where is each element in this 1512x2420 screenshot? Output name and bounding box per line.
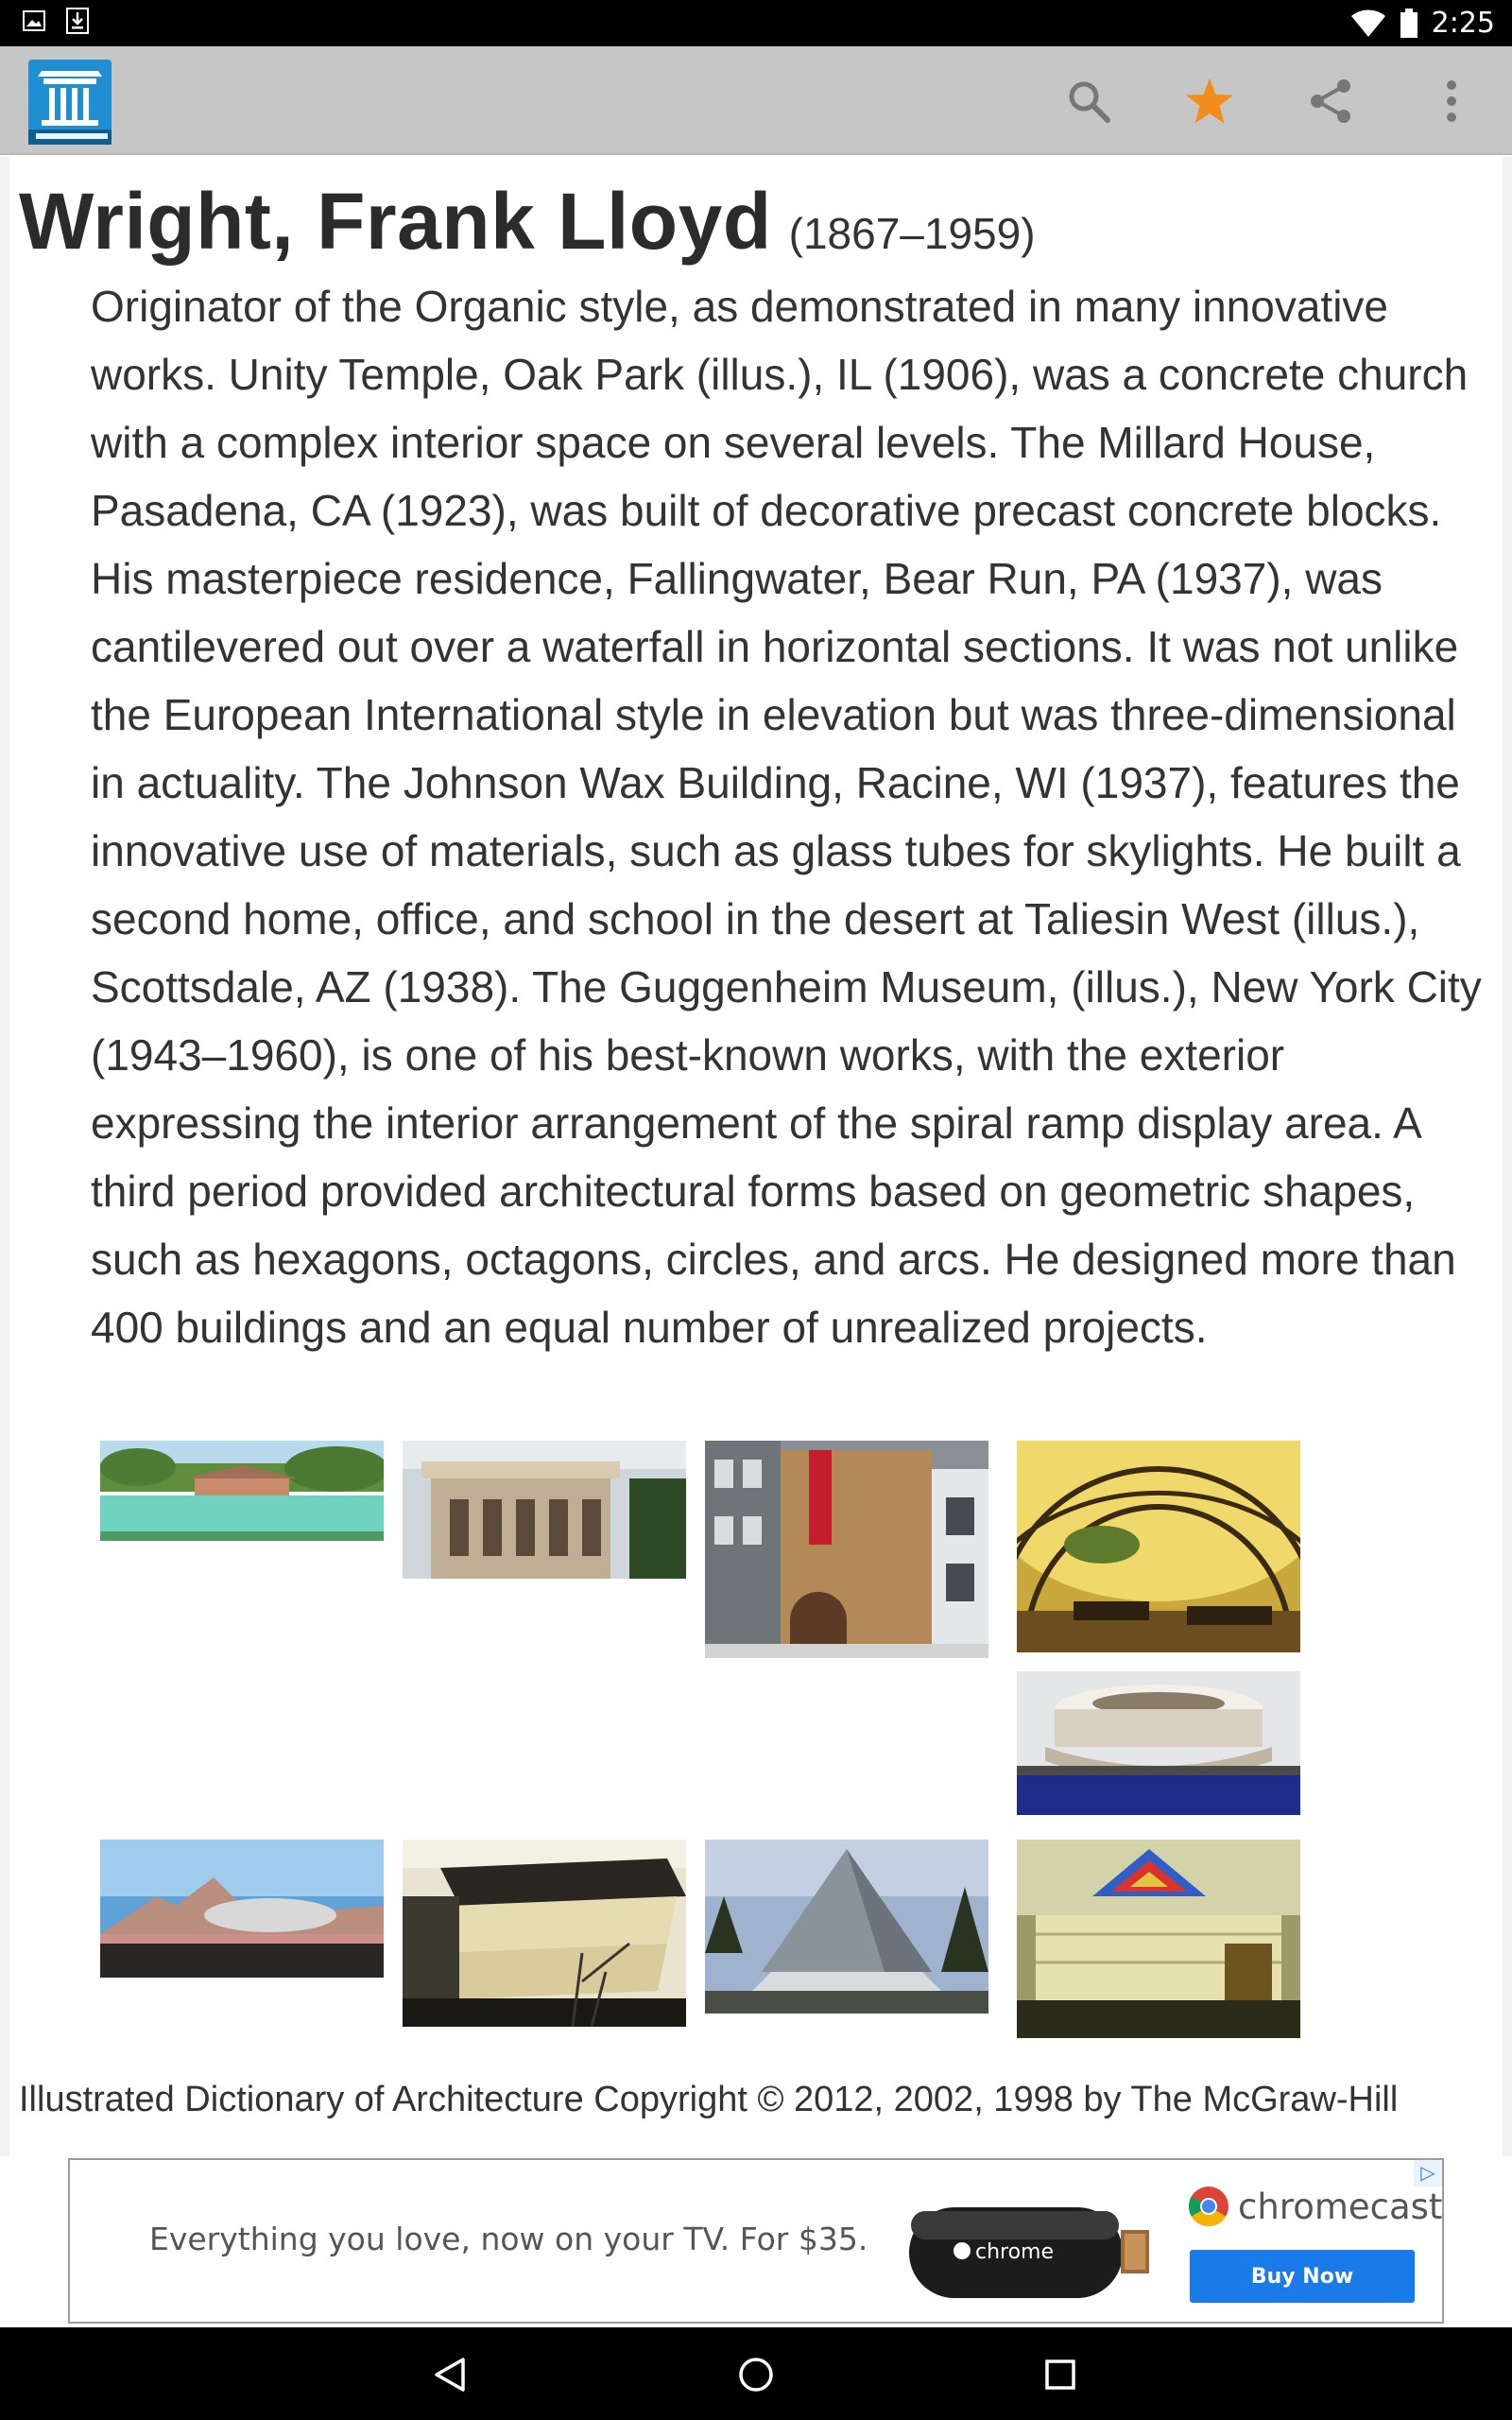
illustration-dome-roof[interactable] [100, 1840, 384, 1978]
navigation-bar [0, 2327, 1512, 2420]
share-button[interactable] [1270, 46, 1391, 155]
illustration-brick-storefront[interactable] [705, 1441, 988, 1658]
illustration-curved-interior[interactable] [1017, 1441, 1300, 1652]
home-button[interactable] [726, 2344, 786, 2405]
dongle-label: chrome [975, 2240, 1055, 2264]
search-icon [1066, 78, 1111, 124]
more-vert-icon [1445, 79, 1458, 123]
adchoices-icon[interactable]: ▷ [1414, 2160, 1442, 2187]
ad-brand [1187, 2185, 1442, 2228]
status-bar [0, 0, 1512, 46]
copyright-notice: Illustrated Dictionary of Architecture Copyright © 2012, 2002, 1998 by The McGraw-Hill [19, 2080, 1399, 2119]
search-button[interactable] [1028, 46, 1149, 155]
star-icon [1184, 77, 1235, 126]
chrome-logo-icon [1187, 2185, 1230, 2228]
favorite-button[interactable] [1149, 46, 1270, 155]
buy-now-button[interactable]: Buy Now [1190, 2250, 1415, 2303]
entry-dates: (1867–1959) [788, 209, 1036, 258]
entry-content [0, 157, 1512, 2156]
entry-title: Wright, Frank Lloyd [19, 177, 772, 266]
back-button[interactable] [420, 2344, 480, 2405]
illustration-pool-house[interactable] [100, 1441, 384, 1541]
illustration-skylight-interior[interactable] [1017, 1840, 1300, 2038]
share-icon [1307, 78, 1354, 125]
ad-tagline: Everything you love, now on your TV. For $35. [149, 2221, 868, 2257]
entry-headword [19, 176, 1036, 268]
image-notification-icon [23, 10, 45, 31]
dictionary-column-logo[interactable] [26, 54, 113, 147]
app-bar [0, 46, 1512, 155]
download-notification-icon [66, 8, 89, 34]
illustration-round-building[interactable] [1017, 1671, 1300, 1815]
back-icon [431, 2356, 469, 2394]
illustration-guggenheim[interactable] [403, 1840, 686, 2027]
illustration-unity-temple[interactable] [403, 1441, 686, 1579]
clock: 2:25 [1431, 7, 1495, 40]
entry-definition: Originator of the Organic style, as demonstrated in many innovative works. Unity Temple, Oak Park (illus.), IL (1906), was a concrete church with a complex interior space on several levels. The Millard House, Pasadena, CA (1923), was built of decorative precast concrete blocks. His masterpiece residence, Fallingwater, Bear Run, PA (1937), was cantilevered out over a waterfall in horizontal sections. It was not unlike the European International style in elevation but was three-dimensional in actuality. The Johnson Wax Building, Racine, WI (1937), features the innovative use of materials, such as glass tubes for skylights. He built a second home, office, and school in the desert at Taliesin West (illus.), Scottsdale, AZ (1938). The Guggenheim Museum, (illus.), New York City (1943–1960), is one of his best-known works, with the exterior expressing the interior arrangement of the spiral ramp display area. A third period provided architectural forms based on geometric shapes, such as hexagons, octagons, circles, and arcs. He designed more than 400 buildings and an equal number of unrealized projects. [91, 282, 1482, 1352]
home-icon [737, 2356, 775, 2394]
ad-banner[interactable] [68, 2158, 1444, 2324]
ad-brand-name: chromecast [1238, 2186, 1443, 2227]
recents-icon [1043, 2358, 1077, 2392]
chromecast-dongle-image [902, 2194, 1185, 2308]
illustration-triangle-temple[interactable] [705, 1840, 988, 2014]
recents-button[interactable] [1030, 2344, 1091, 2405]
wifi-icon [1350, 9, 1386, 38]
overflow-menu-button[interactable] [1391, 46, 1512, 155]
battery-icon [1400, 9, 1418, 39]
